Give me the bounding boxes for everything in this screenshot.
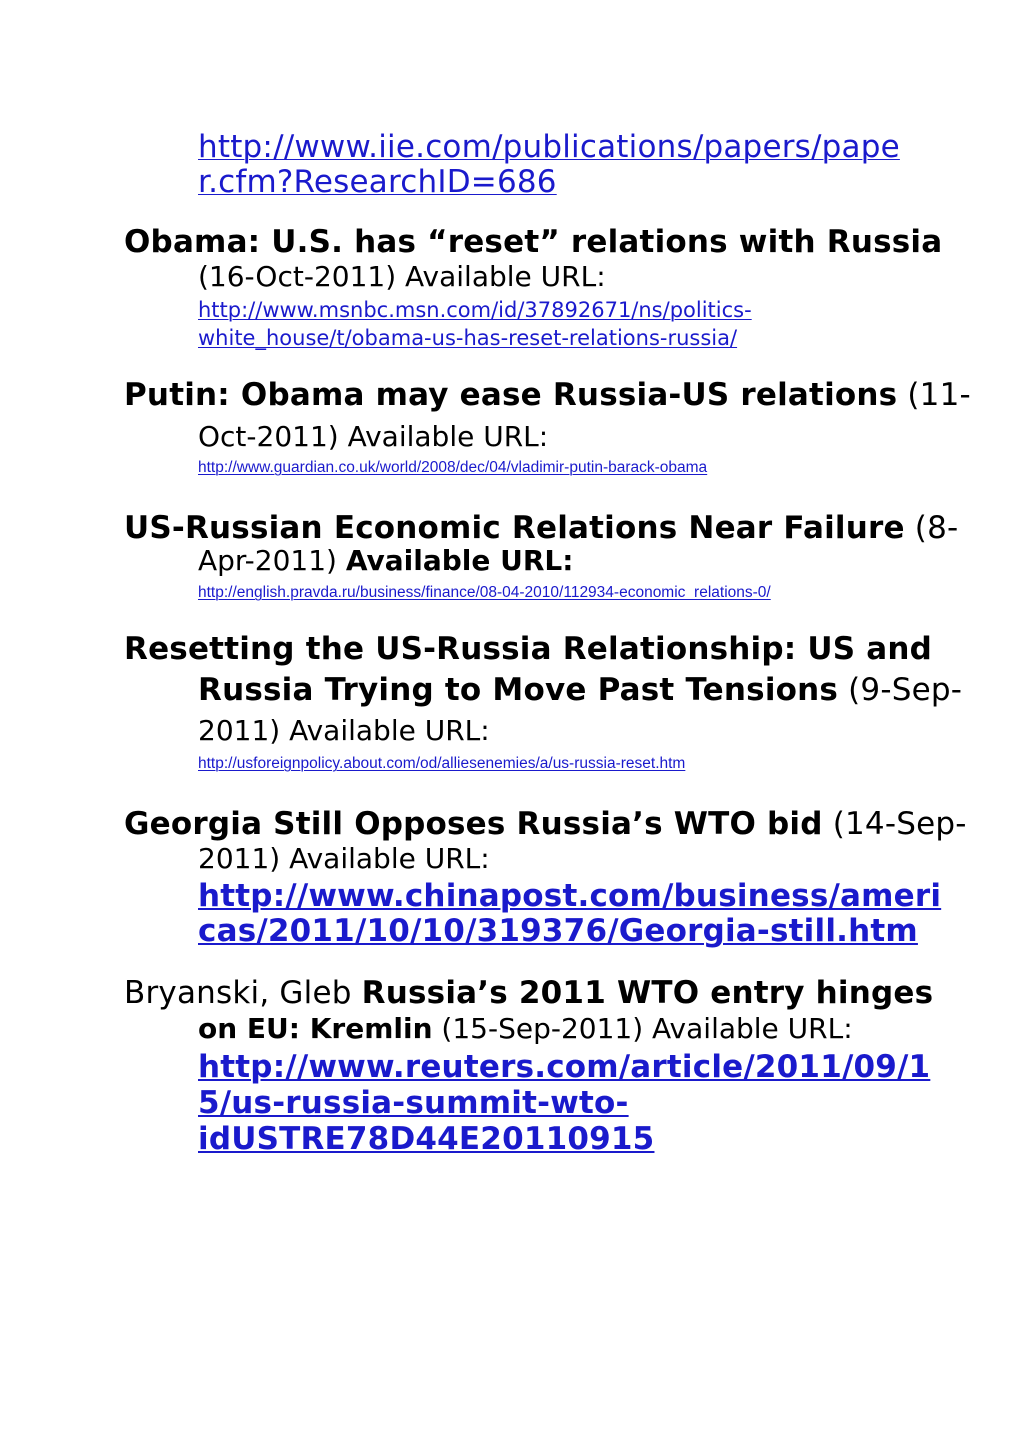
reference-date-start: (9-Sep- [838,672,963,708]
reference-url-line[interactable]: 5/us-russia-summit-wto- [198,1085,629,1121]
reference-heading [198,671,962,709]
reference-title: on EU: Kremlin [198,1012,433,1045]
reference-url-line[interactable]: http://www.reuters.com/article/2011/09/1 [198,1049,931,1085]
reference-date-line [198,544,573,578]
reference-heading [124,376,971,414]
reference-url-line[interactable]: http://www.iie.com/publications/papers/pape [198,129,900,165]
reference-available-label: Available URL: [345,544,574,577]
reference-title: Russia Trying to Move Past Tensions [198,672,839,708]
reference-heading [124,509,958,547]
reference-title: US-Russian Economic Relations Near Failure [124,510,905,546]
reference-author: Bryanski, Gleb [124,975,362,1011]
reference-date-start: (14-Sep- [822,806,967,842]
reference-title: Georgia Still Opposes Russia’s WTO bid [124,806,823,842]
reference-url-line[interactable]: cas/2011/10/10/319376/Georgia-still.htm [198,913,918,949]
reference-title: Putin: Obama may ease Russia-US relations [124,377,898,413]
reference-date: Apr-2011) [198,544,346,577]
reference-url-line[interactable]: r.cfm?ResearchID=686 [198,164,557,200]
reference-heading [124,974,933,1012]
reference-date: 2011) Available URL: [198,842,490,875]
reference-heading [198,1012,853,1046]
reference-url[interactable]: http://usforeignpolicy.about.com/od/alliesenemies/a/us-russia-reset.htm [198,755,686,772]
reference-url-line[interactable]: http://www.msnbc.msn.com/id/37892671/ns/politics- [198,298,752,322]
reference-title: Obama: U.S. has “reset” relations with Russia [124,224,943,260]
reference-url[interactable]: http://www.guardian.co.uk/world/2008/dec/04/vladimir-putin-barack-obama [198,459,708,476]
reference-url[interactable]: http://english.pravda.ru/business/finance/08-04-2010/112934-economic_relations-0/ [198,584,771,601]
reference-date: (16-Oct-2011) Available URL: [198,260,606,293]
reference-title: Russia’s 2011 WTO entry hinges [361,975,934,1011]
reference-url-line[interactable]: idUSTRE78D44E20110915 [198,1121,655,1157]
reference-title: Resetting the US-Russia Relationship: US and [124,631,932,667]
reference-date: Oct-2011) Available URL: [198,420,549,453]
reference-url-line[interactable]: http://www.chinapost.com/business/ameri [198,878,942,914]
reference-url-line[interactable]: white_house/t/obama-us-has-reset-relations-russia/ [198,326,738,350]
reference-heading [124,805,967,843]
reference-date-start: (8- [904,510,959,546]
reference-date: (15-Sep-2011) Available URL: [432,1012,853,1045]
reference-date: 2011) Available URL: [198,714,490,747]
reference-date-start: (11- [897,377,971,413]
